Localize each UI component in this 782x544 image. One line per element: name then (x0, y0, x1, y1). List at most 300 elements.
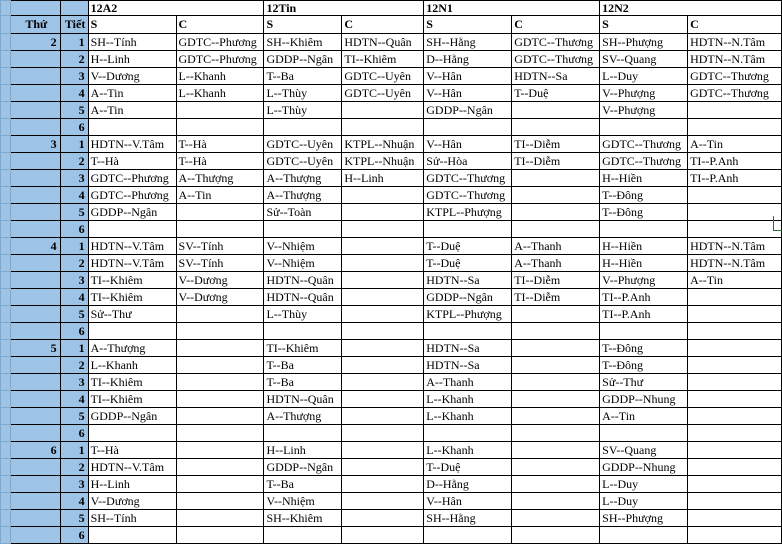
schedule-cell[interactable]: HDTN--V.Tâm (88, 238, 176, 255)
row-header-cell[interactable] (1, 204, 11, 221)
schedule-cell[interactable]: A--Thanh (512, 238, 600, 255)
schedule-cell[interactable] (512, 187, 600, 204)
day-cell[interactable] (10, 493, 60, 510)
schedule-cell[interactable] (688, 442, 782, 459)
schedule-cell[interactable] (512, 306, 600, 323)
tiet-header[interactable]: Tiết (60, 16, 88, 34)
thu-header[interactable]: Thứ (10, 16, 60, 34)
schedule-cell[interactable]: T--Đông (600, 357, 688, 374)
schedule-cell[interactable]: TI--Khiêm (88, 272, 176, 289)
schedule-cell[interactable] (424, 323, 512, 340)
session-header[interactable]: C (512, 16, 600, 34)
class-header[interactable]: 12N1 (424, 1, 600, 16)
schedule-cell[interactable] (176, 408, 264, 425)
session-header[interactable]: S (264, 16, 342, 34)
schedule-cell[interactable] (342, 238, 424, 255)
schedule-cell[interactable]: T--Duệ (424, 459, 512, 476)
schedule-cell[interactable] (176, 527, 264, 544)
row-header-cell[interactable] (1, 238, 11, 255)
schedule-cell[interactable]: V--Nhiệm (264, 255, 342, 272)
schedule-cell[interactable] (342, 204, 424, 221)
schedule-cell[interactable] (688, 323, 782, 340)
schedule-cell[interactable]: A--Thanh (424, 374, 512, 391)
schedule-cell[interactable]: TI--P.Anh (600, 289, 688, 306)
schedule-cell[interactable] (342, 306, 424, 323)
schedule-cell[interactable]: SV--Tính (176, 255, 264, 272)
schedule-cell[interactable] (176, 102, 264, 119)
schedule-cell[interactable] (342, 221, 424, 238)
schedule-cell[interactable] (88, 221, 176, 238)
day-cell[interactable] (10, 170, 60, 187)
schedule-cell[interactable]: V--Nhiệm (264, 493, 342, 510)
schedule-cell[interactable] (512, 425, 600, 442)
row-header-cell[interactable] (1, 493, 11, 510)
period-number-cell[interactable]: 3 (60, 170, 88, 187)
schedule-cell[interactable] (176, 391, 264, 408)
schedule-cell[interactable]: SH--Khiêm (264, 34, 342, 51)
schedule-cell[interactable]: T--Ba (264, 476, 342, 493)
schedule-cell[interactable]: V--Hân (424, 68, 512, 85)
schedule-cell[interactable] (342, 408, 424, 425)
schedule-cell[interactable]: KTPL--Phượng (424, 306, 512, 323)
schedule-cell[interactable]: TI--Khiêm (88, 391, 176, 408)
schedule-cell[interactable] (342, 425, 424, 442)
schedule-cell[interactable]: Sử--Hòa (424, 153, 512, 170)
schedule-cell[interactable]: GDDP--Ngân (424, 102, 512, 119)
period-number-cell[interactable]: 5 (60, 510, 88, 527)
schedule-cell[interactable] (342, 527, 424, 544)
schedule-cell[interactable] (176, 204, 264, 221)
row-header-cell[interactable] (1, 323, 11, 340)
schedule-cell[interactable]: L--Thùy (264, 102, 342, 119)
schedule-cell[interactable] (342, 289, 424, 306)
schedule-cell[interactable] (424, 221, 512, 238)
schedule-cell[interactable] (512, 340, 600, 357)
schedule-cell[interactable]: V--Phượng (600, 85, 688, 102)
row-header-cell[interactable] (1, 68, 11, 85)
schedule-cell[interactable] (512, 476, 600, 493)
schedule-cell[interactable]: GDDP--Ngân (88, 408, 176, 425)
schedule-cell[interactable]: V--Nhiệm (264, 238, 342, 255)
schedule-cell[interactable]: SH--Hằng (424, 34, 512, 51)
schedule-cell[interactable]: A--Thượng (264, 170, 342, 187)
row-header-cell[interactable] (1, 408, 11, 425)
day-cell[interactable] (10, 425, 60, 442)
schedule-cell[interactable]: V--Hân (424, 85, 512, 102)
period-number-cell[interactable]: 5 (60, 306, 88, 323)
schedule-cell[interactable] (342, 493, 424, 510)
period-number-cell[interactable]: 4 (60, 493, 88, 510)
schedule-cell[interactable]: A--Tin (88, 85, 176, 102)
schedule-cell[interactable]: H--Linh (264, 442, 342, 459)
schedule-cell[interactable]: GDDP--Ngân (424, 289, 512, 306)
schedule-cell[interactable]: SH--Hằng (424, 510, 512, 527)
schedule-cell[interactable]: A--Tin (176, 187, 264, 204)
row-header-cell[interactable] (1, 289, 11, 306)
schedule-cell[interactable]: HDTN--Quân (342, 34, 424, 51)
schedule-cell[interactable]: GDTC--Uyên (342, 85, 424, 102)
schedule-cell[interactable] (688, 408, 782, 425)
schedule-cell[interactable]: T--Hà (176, 136, 264, 153)
schedule-cell[interactable] (688, 340, 782, 357)
period-number-cell[interactable]: 6 (60, 323, 88, 340)
blank-header-cell[interactable] (10, 1, 60, 16)
schedule-cell[interactable] (264, 221, 342, 238)
class-header[interactable]: 12Tin (264, 1, 424, 16)
schedule-cell[interactable] (176, 493, 264, 510)
schedule-cell[interactable]: HDTN--V.Tâm (88, 136, 176, 153)
day-cell[interactable] (10, 391, 60, 408)
schedule-cell[interactable] (342, 510, 424, 527)
schedule-cell[interactable]: L--Khanh (424, 408, 512, 425)
schedule-cell[interactable]: TI--Khiêm (88, 374, 176, 391)
schedule-cell[interactable] (600, 119, 688, 136)
day-cell[interactable] (10, 187, 60, 204)
schedule-cell[interactable]: L--Duy (600, 493, 688, 510)
schedule-cell[interactable] (342, 272, 424, 289)
row-header-cell[interactable] (1, 34, 11, 51)
schedule-cell[interactable] (688, 306, 782, 323)
schedule-cell[interactable]: HDTN--N.Tâm (688, 255, 782, 272)
schedule-cell[interactable] (342, 340, 424, 357)
schedule-cell[interactable]: KTPL--Phượng (424, 204, 512, 221)
schedule-cell[interactable]: GDTC--Thương (424, 170, 512, 187)
class-header[interactable]: 12N2 (600, 1, 782, 16)
schedule-cell[interactable] (688, 459, 782, 476)
schedule-cell[interactable]: GDTC--Uyên (264, 136, 342, 153)
period-number-cell[interactable]: 4 (60, 391, 88, 408)
day-cell[interactable]: 4 (10, 238, 60, 255)
schedule-cell[interactable] (600, 527, 688, 544)
schedule-cell[interactable]: HDTN--N.Tâm (688, 51, 782, 68)
schedule-cell[interactable]: TI--Khiêm (342, 51, 424, 68)
schedule-cell[interactable] (88, 323, 176, 340)
schedule-cell[interactable]: H--Hiền (600, 238, 688, 255)
schedule-cell[interactable] (688, 374, 782, 391)
schedule-cell[interactable] (600, 425, 688, 442)
period-number-cell[interactable]: 6 (60, 221, 88, 238)
day-cell[interactable] (10, 408, 60, 425)
schedule-cell[interactable]: GDTC--Thương (600, 136, 688, 153)
schedule-cell[interactable]: L--Thùy (264, 85, 342, 102)
schedule-cell[interactable] (688, 289, 782, 306)
schedule-cell[interactable]: H--Linh (88, 51, 176, 68)
schedule-cell[interactable] (176, 340, 264, 357)
blank-header-cell[interactable] (60, 1, 88, 16)
schedule-cell[interactable]: SH--Phượng (600, 510, 688, 527)
schedule-cell[interactable]: GDTC--Phương (176, 51, 264, 68)
period-number-cell[interactable]: 3 (60, 374, 88, 391)
period-number-cell[interactable]: 2 (60, 153, 88, 170)
schedule-cell[interactable]: A--Tin (88, 102, 176, 119)
schedule-cell[interactable]: T--Ba (264, 68, 342, 85)
day-cell[interactable] (10, 306, 60, 323)
schedule-cell[interactable]: L--Khanh (176, 68, 264, 85)
schedule-cell[interactable] (512, 442, 600, 459)
period-number-cell[interactable]: 2 (60, 51, 88, 68)
schedule-cell[interactable]: T--Ba (264, 374, 342, 391)
schedule-cell[interactable]: A--Thượng (264, 408, 342, 425)
day-cell[interactable] (10, 255, 60, 272)
schedule-cell[interactable] (688, 221, 782, 238)
schedule-cell[interactable] (264, 119, 342, 136)
period-number-cell[interactable]: 4 (60, 187, 88, 204)
schedule-cell[interactable] (512, 391, 600, 408)
schedule-cell[interactable]: SH--Tính (88, 510, 176, 527)
schedule-cell[interactable] (512, 119, 600, 136)
schedule-cell[interactable]: TI--Diễm (512, 153, 600, 170)
schedule-cell[interactable]: L--Khanh (88, 357, 176, 374)
period-number-cell[interactable]: 5 (60, 204, 88, 221)
schedule-cell[interactable]: GDDP--Ngân (88, 204, 176, 221)
session-header[interactable]: C (176, 16, 264, 34)
schedule-cell[interactable]: H--Linh (88, 476, 176, 493)
schedule-cell[interactable]: V--Dương (176, 272, 264, 289)
row-header-cell[interactable] (1, 340, 11, 357)
schedule-cell[interactable]: SH--Phượng (600, 34, 688, 51)
period-number-cell[interactable]: 1 (60, 340, 88, 357)
schedule-cell[interactable]: T--Hà (176, 153, 264, 170)
schedule-cell[interactable]: A--Thượng (88, 340, 176, 357)
schedule-cell[interactable]: Sử--Toàn (264, 204, 342, 221)
schedule-cell[interactable]: T--Duệ (424, 255, 512, 272)
schedule-cell[interactable]: Sử--Thư (88, 306, 176, 323)
schedule-cell[interactable] (512, 527, 600, 544)
schedule-cell[interactable]: HDTN--Quân (264, 289, 342, 306)
schedule-cell[interactable] (688, 391, 782, 408)
schedule-cell[interactable] (512, 170, 600, 187)
period-number-cell[interactable]: 6 (60, 119, 88, 136)
schedule-cell[interactable]: T--Đông (600, 187, 688, 204)
day-cell[interactable] (10, 374, 60, 391)
schedule-cell[interactable]: V--Dương (88, 68, 176, 85)
schedule-cell[interactable]: GDTC--Phương (176, 34, 264, 51)
schedule-cell[interactable] (342, 391, 424, 408)
row-header-cell[interactable] (1, 306, 11, 323)
period-number-cell[interactable]: 5 (60, 408, 88, 425)
schedule-cell[interactable]: A--Tin (688, 136, 782, 153)
schedule-cell[interactable] (176, 374, 264, 391)
schedule-cell[interactable] (176, 442, 264, 459)
row-header-cell[interactable] (1, 153, 11, 170)
row-header-cell[interactable] (1, 51, 11, 68)
row-header-cell[interactable] (1, 187, 11, 204)
schedule-cell[interactable] (176, 459, 264, 476)
period-number-cell[interactable]: 1 (60, 238, 88, 255)
schedule-cell[interactable] (512, 374, 600, 391)
row-header-cell[interactable] (1, 136, 11, 153)
schedule-cell[interactable]: GDDP--Nhung (600, 391, 688, 408)
session-header[interactable]: S (424, 16, 512, 34)
schedule-cell[interactable] (176, 425, 264, 442)
schedule-cell[interactable] (342, 255, 424, 272)
schedule-cell[interactable] (88, 425, 176, 442)
schedule-cell[interactable]: TI--Diễm (512, 289, 600, 306)
row-header-cell[interactable] (1, 221, 11, 238)
schedule-cell[interactable]: L--Duy (600, 68, 688, 85)
schedule-cell[interactable]: GDTC--Thương (600, 153, 688, 170)
day-cell[interactable] (10, 153, 60, 170)
schedule-cell[interactable]: GDTC--Thương (512, 51, 600, 68)
session-header[interactable]: S (88, 16, 176, 34)
period-number-cell[interactable]: 3 (60, 68, 88, 85)
day-cell[interactable] (10, 527, 60, 544)
schedule-cell[interactable]: HDTN--Sa (424, 357, 512, 374)
day-cell[interactable] (10, 221, 60, 238)
row-header-cell[interactable] (1, 357, 11, 374)
schedule-cell[interactable] (264, 527, 342, 544)
schedule-cell[interactable] (264, 425, 342, 442)
schedule-cell[interactable]: GDDP--Ngân (264, 51, 342, 68)
schedule-cell[interactable]: A--Thượng (176, 170, 264, 187)
schedule-cell[interactable]: TI--P.Anh (600, 306, 688, 323)
schedule-cell[interactable]: TI--Khiêm (264, 340, 342, 357)
session-header[interactable]: C (688, 16, 782, 34)
schedule-cell[interactable]: L--Khanh (424, 442, 512, 459)
day-cell[interactable] (10, 119, 60, 136)
schedule-cell[interactable] (176, 510, 264, 527)
schedule-cell[interactable] (176, 323, 264, 340)
period-number-cell[interactable]: 1 (60, 34, 88, 51)
schedule-cell[interactable] (512, 459, 600, 476)
schedule-cell[interactable] (264, 323, 342, 340)
day-cell[interactable] (10, 510, 60, 527)
schedule-cell[interactable]: TI--Khiêm (88, 289, 176, 306)
schedule-cell[interactable] (424, 527, 512, 544)
schedule-cell[interactable]: V--Dương (88, 493, 176, 510)
schedule-cell[interactable]: GDDP--Ngân (264, 459, 342, 476)
row-header-cell[interactable] (1, 170, 11, 187)
schedule-cell[interactable]: V--Dương (176, 289, 264, 306)
schedule-cell[interactable]: GDTC--Uyên (342, 68, 424, 85)
schedule-cell[interactable] (342, 442, 424, 459)
schedule-cell[interactable] (600, 323, 688, 340)
schedule-cell[interactable]: HDTN--Sa (512, 68, 600, 85)
schedule-cell[interactable]: H--Hiền (600, 255, 688, 272)
schedule-cell[interactable]: A--Tin (600, 408, 688, 425)
schedule-cell[interactable]: HDTN--Sa (424, 340, 512, 357)
schedule-cell[interactable]: H--Linh (342, 170, 424, 187)
schedule-cell[interactable]: A--Thanh (512, 255, 600, 272)
schedule-cell[interactable]: TI--Diễm (512, 136, 600, 153)
day-cell[interactable] (10, 85, 60, 102)
schedule-cell[interactable] (512, 493, 600, 510)
schedule-cell[interactable]: T--Duệ (424, 238, 512, 255)
schedule-cell[interactable]: A--Thượng (264, 187, 342, 204)
schedule-cell[interactable]: SV--Quang (600, 51, 688, 68)
schedule-cell[interactable] (342, 187, 424, 204)
day-cell[interactable] (10, 204, 60, 221)
schedule-cell[interactable]: GDTC--Thương (512, 34, 600, 51)
schedule-cell[interactable] (512, 102, 600, 119)
schedule-cell[interactable]: GDTC--Thương (688, 85, 782, 102)
schedule-cell[interactable]: SV--Quang (600, 442, 688, 459)
row-header-cell[interactable] (1, 85, 11, 102)
schedule-cell[interactable] (176, 221, 264, 238)
session-header[interactable]: C (342, 16, 424, 34)
schedule-cell[interactable]: L--Duy (600, 476, 688, 493)
schedule-cell[interactable]: HDTN--V.Tâm (88, 459, 176, 476)
schedule-cell[interactable]: D--Hằng (424, 476, 512, 493)
period-number-cell[interactable]: 6 (60, 425, 88, 442)
period-number-cell[interactable]: 6 (60, 527, 88, 544)
schedule-cell[interactable]: L--Thùy (264, 306, 342, 323)
schedule-cell[interactable] (176, 476, 264, 493)
schedule-cell[interactable]: T--Hà (88, 442, 176, 459)
schedule-cell[interactable]: KTPL--Nhuận (342, 136, 424, 153)
schedule-cell[interactable] (688, 476, 782, 493)
row-header-cell[interactable] (1, 476, 11, 493)
schedule-cell[interactable]: HDTN--N.Tâm (688, 238, 782, 255)
schedule-cell[interactable] (342, 119, 424, 136)
schedule-cell[interactable]: T--Đông (600, 340, 688, 357)
schedule-cell[interactable] (342, 357, 424, 374)
schedule-cell[interactable]: V--Phượng (600, 272, 688, 289)
schedule-cell[interactable]: SH--Khiêm (264, 510, 342, 527)
period-number-cell[interactable]: 2 (60, 459, 88, 476)
schedule-cell[interactable] (176, 357, 264, 374)
row-header-cell[interactable] (1, 255, 11, 272)
schedule-cell[interactable] (688, 510, 782, 527)
row-header-cell[interactable] (1, 442, 11, 459)
schedule-cell[interactable] (688, 119, 782, 136)
schedule-cell[interactable] (424, 425, 512, 442)
schedule-cell[interactable] (176, 119, 264, 136)
session-header[interactable]: S (600, 16, 688, 34)
schedule-cell[interactable] (688, 187, 782, 204)
period-number-cell[interactable]: 3 (60, 272, 88, 289)
schedule-cell[interactable]: KTPL--Nhuận (342, 153, 424, 170)
class-header[interactable]: 12A2 (88, 1, 264, 16)
schedule-cell[interactable]: L--Khanh (424, 391, 512, 408)
schedule-cell[interactable]: A--Tin (688, 272, 782, 289)
period-number-cell[interactable]: 2 (60, 357, 88, 374)
schedule-cell[interactable]: SH--Tính (88, 34, 176, 51)
schedule-cell[interactable] (512, 510, 600, 527)
row-header-cell[interactable] (1, 102, 11, 119)
schedule-cell[interactable]: V--Phượng (600, 102, 688, 119)
period-number-cell[interactable]: 3 (60, 476, 88, 493)
schedule-cell[interactable]: GDTC--Thương (688, 68, 782, 85)
schedule-cell[interactable] (688, 204, 782, 221)
row-header-cell[interactable] (1, 425, 11, 442)
schedule-cell[interactable]: H--Hiền (600, 170, 688, 187)
schedule-cell[interactable] (342, 459, 424, 476)
schedule-cell[interactable]: T--Đông (600, 204, 688, 221)
day-cell[interactable] (10, 476, 60, 493)
day-cell[interactable] (10, 102, 60, 119)
schedule-cell[interactable]: Sử--Thư (600, 374, 688, 391)
schedule-cell[interactable] (512, 323, 600, 340)
schedule-cell[interactable]: HDTN--Sa (424, 272, 512, 289)
schedule-cell[interactable] (342, 323, 424, 340)
schedule-cell[interactable] (688, 527, 782, 544)
schedule-cell[interactable]: SV--Tính (176, 238, 264, 255)
day-cell[interactable]: 2 (10, 34, 60, 51)
schedule-cell[interactable] (342, 476, 424, 493)
schedule-cell[interactable] (342, 102, 424, 119)
period-number-cell[interactable]: 4 (60, 85, 88, 102)
schedule-cell[interactable]: TI--Diễm (512, 272, 600, 289)
row-header-cell[interactable] (1, 1, 11, 16)
period-number-cell[interactable]: 5 (60, 102, 88, 119)
schedule-cell[interactable] (512, 204, 600, 221)
day-cell[interactable] (10, 459, 60, 476)
period-number-cell[interactable]: 2 (60, 255, 88, 272)
schedule-cell[interactable] (88, 527, 176, 544)
schedule-cell[interactable] (688, 425, 782, 442)
schedule-cell[interactable]: V--Hân (424, 136, 512, 153)
